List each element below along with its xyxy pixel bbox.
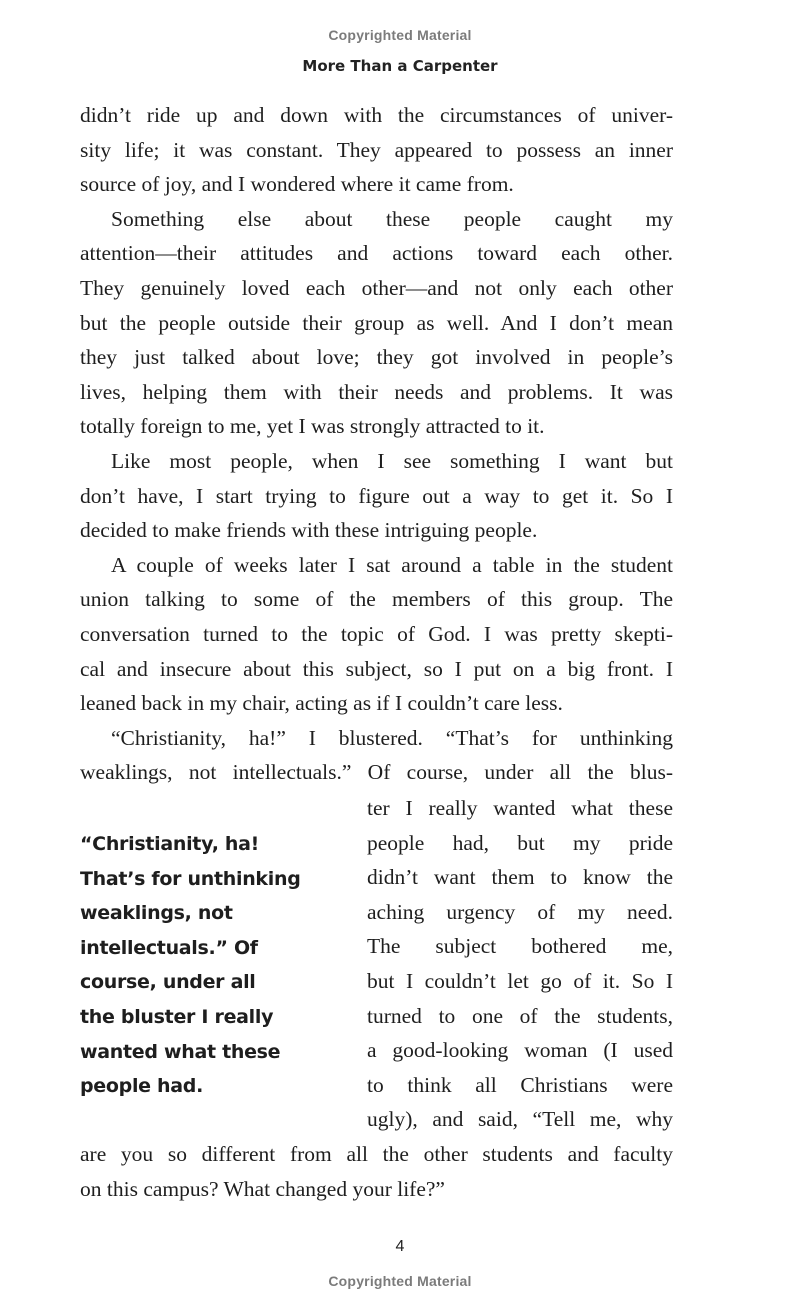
text-line: a good-looking woman (I used xyxy=(367,1038,673,1063)
pull-quote-line: That’s for unthinking xyxy=(80,867,301,890)
text-line: people had, but my pride xyxy=(367,830,673,855)
pull-quote-line: course, under all xyxy=(80,971,256,994)
text-line: ugly), and said, “Tell me, why xyxy=(367,1107,673,1132)
text-line: They genuinely loved each other—and not only each other xyxy=(80,275,673,300)
text-line: A couple of weeks later I sat around a table in the student xyxy=(111,552,673,577)
copyright-watermark-bottom: Copyrighted Material xyxy=(328,1273,472,1289)
text-line: The subject bothered me, xyxy=(367,934,673,959)
text-line: are you so different from all the other students and faculty xyxy=(80,1142,673,1166)
text-line: cal and insecure about this subject, so I put on a big front. I xyxy=(80,656,673,681)
text-line: union talking to some of the members of this group. The xyxy=(80,587,673,612)
text-line: Like most people, when I see something I want but xyxy=(111,448,673,473)
pull-quote-line: weaklings, not xyxy=(80,902,233,925)
text-line: decided to make friends with these intriguing people. xyxy=(80,518,538,543)
paragraph xyxy=(80,98,673,202)
text-line: Something else about these people caught my xyxy=(111,206,673,231)
text-line: totally foreign to me, yet I was strongly attracted to it. xyxy=(80,414,545,439)
text-line: lives, helping them with their needs and problems. It was xyxy=(80,379,673,404)
pull-quote-line: “Christianity, ha! xyxy=(80,833,260,855)
text-line: aching urgency of my need. xyxy=(367,899,673,924)
text-line: weaklings, not intellectuals.” Of course, under all the blus- xyxy=(80,760,673,785)
text-line: on this campus? What changed your life?” xyxy=(80,1176,445,1201)
paragraph xyxy=(80,721,673,790)
text-line: source of joy, and I wondered where it came from. xyxy=(80,172,514,197)
pull-quote-line: wanted what these xyxy=(80,1040,281,1063)
running-head: More Than a Carpenter xyxy=(302,57,498,75)
text-line: to think all Christians were xyxy=(367,1072,673,1097)
text-line: “Christianity, ha!” I blustered. “That’s for unthinking xyxy=(111,725,673,750)
pull-quote xyxy=(80,827,350,1104)
paragraph xyxy=(80,202,673,444)
page-number: 4 xyxy=(395,1238,405,1255)
paragraph xyxy=(80,444,673,548)
pull-quote-line: intellectuals.” Of xyxy=(80,936,258,959)
body-text-top xyxy=(80,98,673,790)
text-line: turned to one of the students, xyxy=(367,1003,673,1028)
text-line: didn’t ride up and down with the circumstances of univer- xyxy=(80,103,673,127)
body-text-right-column xyxy=(367,791,673,1137)
text-line: but the people outside their group as well. And I don’t mean xyxy=(80,310,673,335)
copyright-watermark-top: Copyrighted Material xyxy=(328,27,472,43)
pull-quote-line: people had. xyxy=(80,1075,204,1098)
text-line: ter I really wanted what these xyxy=(367,796,673,820)
text-line: they just talked about love; they got involved in people’s xyxy=(80,345,673,370)
text-line: sity life; it was constant. They appeared to possess an inner xyxy=(80,137,673,162)
paragraph xyxy=(80,548,673,721)
pull-quote-line: the bluster I really xyxy=(80,1005,274,1028)
text-line: don’t have, I start trying to figure out a way to get it. So I xyxy=(80,483,673,508)
text-line: conversation turned to the topic of God. I was pretty skepti- xyxy=(80,621,673,646)
text-line: didn’t want them to know the xyxy=(367,865,673,890)
text-line: attention—their attitudes and actions toward each other. xyxy=(80,241,673,266)
text-line: but I couldn’t let go of it. So I xyxy=(367,968,673,993)
text-line: leaned back in my chair, acting as if I couldn’t care less. xyxy=(80,691,563,716)
body-text-bottom xyxy=(80,1137,673,1206)
